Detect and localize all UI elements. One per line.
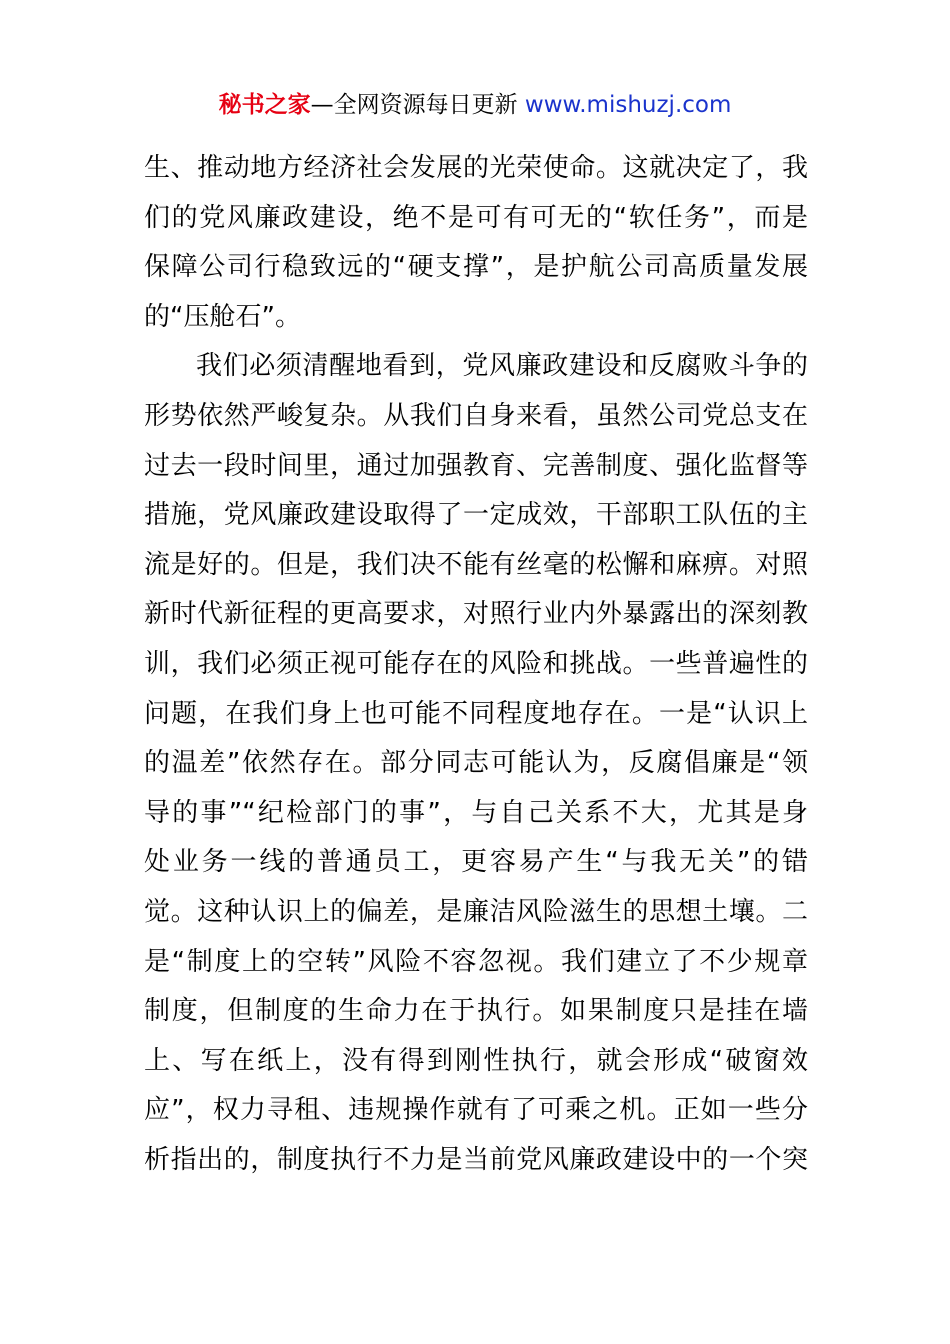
text-line: 生、推动地方经济社会发展的光荣使命。这就决定了，我 [144,153,808,183]
text-line: 新时代新征程的更高要求，对照行业内外暴露出的深刻教 [144,599,808,630]
text-line: 的温差”依然存在。部分同志可能认为，反腐倡廉是“领 [144,748,808,779]
text-line: 的“压舱石”。 [144,301,301,332]
header-slogan: —全网资源每日更新 [310,92,518,118]
text-line: 制度，但制度的生命力在于执行。如果制度只是挂在墙 [144,996,808,1027]
text-line: 们的党风廉政建设，绝不是可有可无的“软任务”，而是 [144,202,808,233]
text-line: 觉。这种认识上的偏差，是廉洁风险滋生的思想土壤。二 [144,896,808,927]
text-line: 保障公司行稳致远的“硬支撑”，是护航公司高质量发展 [144,252,808,283]
text-line: 流是好的。但是，我们决不能有丝毫的松懈和麻痹。对照 [144,549,808,580]
text-line: 导的事”“纪检部门的事”，与自己关系不大，尤其是身 [144,797,808,828]
text-line: 处业务一线的普通员工，更容易产生“与我无关”的错 [144,847,808,878]
text-line: 是“制度上的空转”风险不容忽视。我们建立了不少规章 [144,946,808,977]
brand-name: 秘书之家 [218,92,311,118]
text-line: 措施，党风廉政建设取得了一定成效，干部职工队伍的主 [144,500,808,531]
document-body [144,144,808,1185]
text-line: 上、写在纸上，没有得到刚性执行，就会形成“破窗效 [144,1045,808,1076]
page-header [0,88,950,122]
text-line: 训，我们必须正视可能存在的风险和挑战。一些普遍性的 [144,648,808,679]
text-line: 析指出的，制度执行不力是当前党风廉政建设中的一个突 [144,1144,808,1175]
text-line: 形势依然严峻复杂。从我们自身来看，虽然公司党总支在 [144,400,808,431]
text-line: 应”，权力寻租、违规操作就有了可乘之机。正如一些分 [144,1095,808,1126]
site-url: www.mishuzj.com [524,92,732,118]
paragraph-first-line: 我们必须清醒地看到，党风廉政建设和反腐败斗争的 [196,351,808,382]
text-line: 过去一段时间里，通过加强教育、完善制度、强化监督等 [144,450,808,481]
text-line: 问题，在我们身上也可能不同程度地存在。一是“认识上 [144,698,808,729]
